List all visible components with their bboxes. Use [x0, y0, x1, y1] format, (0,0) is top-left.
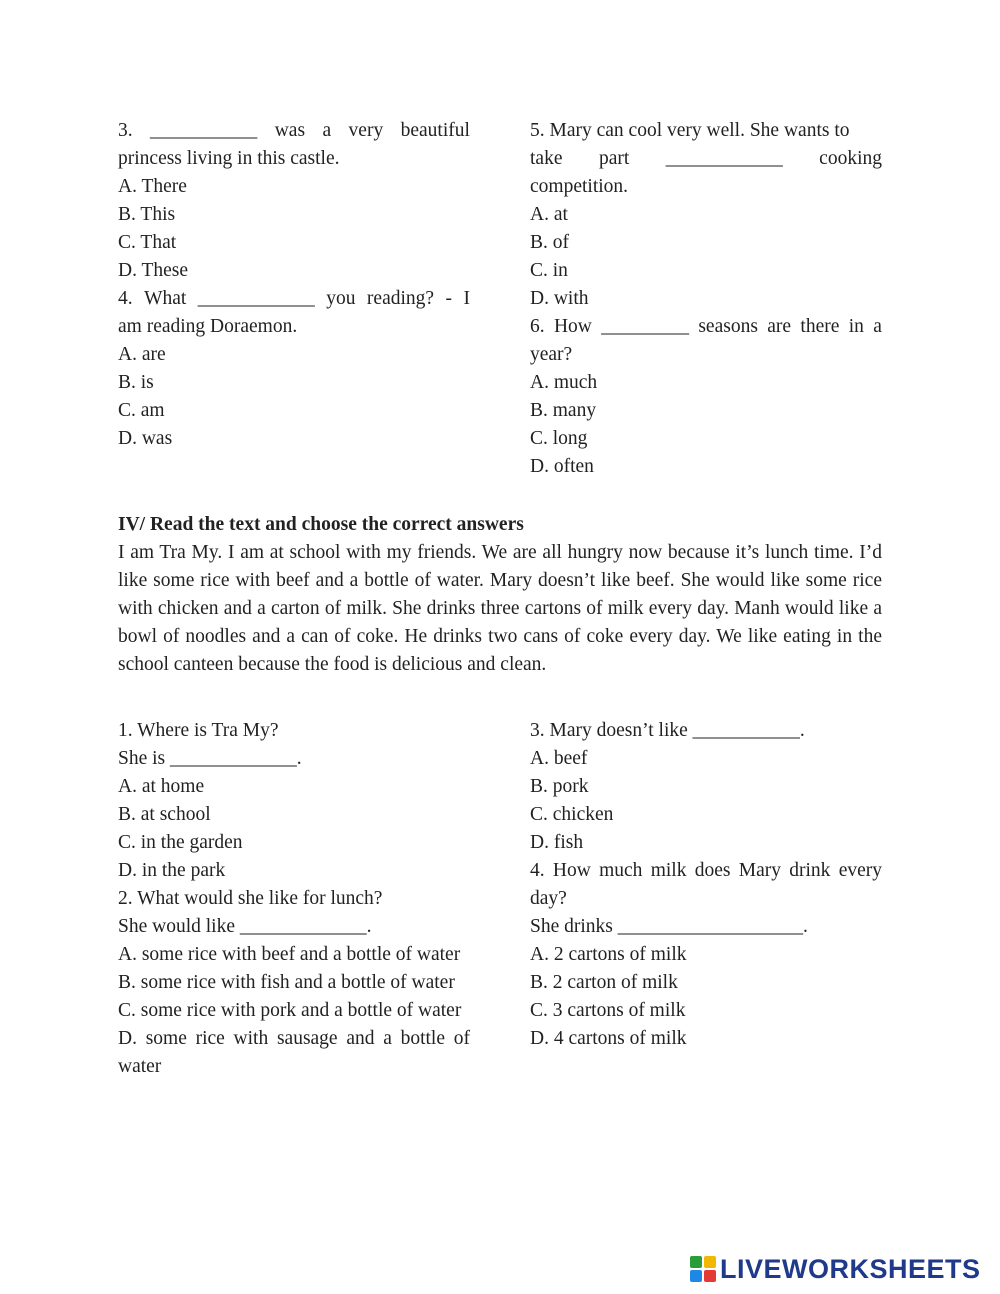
word: 4. [118, 288, 133, 309]
question-6-line-2: year? [530, 344, 573, 365]
option-d: D. with [530, 288, 589, 309]
question-text: 4. How much milk does Mary drink every day? [530, 860, 882, 909]
word: How [553, 316, 592, 337]
option-a: A. are [118, 344, 166, 365]
option-b: B. 2 carton of milk [530, 972, 678, 993]
logo-text: LIVEWORKSHEETS [720, 1254, 981, 1284]
question-3-line-2: princess living in this castle. [118, 148, 340, 169]
option-c: C. 3 cartons of milk [530, 1000, 686, 1021]
left-column-top [118, 117, 470, 453]
question-3 [118, 117, 470, 285]
question-6 [530, 313, 882, 481]
option-d: D. often [530, 456, 594, 477]
logo-square-blue [690, 1270, 702, 1282]
answer-blank: ____________ [665, 148, 783, 169]
question-text: 1. Where is Tra My? [118, 720, 279, 741]
option-d: D. These [118, 260, 189, 281]
question-5-line-2 [530, 145, 882, 173]
option-b: B. some rice with fish and a bottle of water [118, 972, 455, 993]
question-5-line-1: 5. Mary can cool very well. She wants to [530, 120, 850, 141]
option-b: B. of [530, 232, 569, 253]
reading-question-2 [118, 885, 470, 1081]
question-5-options [530, 201, 882, 313]
answer-blank: _________ [601, 316, 689, 337]
word: - [445, 288, 453, 309]
option-c: C. chicken [530, 804, 614, 825]
question-3-line-1 [118, 117, 470, 145]
option-d: D. in the park [118, 860, 226, 881]
reading-question-3 [530, 717, 882, 857]
option-d: D. 4 cartons of milk [530, 1028, 687, 1049]
word: 3. [118, 120, 133, 141]
answer-prompt: She drinks ___________________. [530, 916, 808, 937]
liveworksheets-logo[interactable] [690, 1254, 981, 1284]
option-a: A. 2 cartons of milk [530, 944, 687, 965]
question-3-options [118, 173, 470, 285]
question-text: 3. Mary doesn’t like ___________. [530, 720, 805, 741]
reading-question-1-options [118, 773, 470, 885]
logo-square-red [704, 1270, 716, 1282]
reading-question-4 [530, 857, 882, 1053]
option-d: D. some rice with sausage and a bottle of water [118, 1028, 470, 1077]
word: there [800, 316, 840, 337]
question-5-line-3: competition. [530, 176, 629, 197]
option-c: C. in the garden [118, 832, 243, 853]
section-heading: IV/ Read the text and choose the correct answers [118, 514, 524, 535]
reading-question-2-options [118, 941, 470, 1081]
word: I [463, 288, 470, 309]
option-d: D. fish [530, 832, 584, 853]
answer-prompt: She would like _____________. [118, 916, 372, 937]
question-6-line-1 [530, 313, 882, 341]
question-5 [530, 117, 882, 313]
option-a: A. much [530, 372, 598, 393]
word: cooking [819, 148, 882, 169]
question-4-options [118, 341, 470, 453]
question-text: 2. What would she like for lunch? [118, 888, 383, 909]
answer-prompt: She is _____________. [118, 748, 302, 769]
right-column-top [530, 117, 882, 481]
question-4 [118, 285, 470, 453]
right-column-reading [530, 717, 882, 1053]
word: part [598, 148, 630, 169]
answer-blank: ____________ [197, 288, 315, 309]
option-a: A. at [530, 204, 568, 225]
option-a: A. There [118, 176, 187, 197]
option-c: C. am [118, 400, 165, 421]
option-c: C. in [530, 260, 568, 281]
reading-question-3-options [530, 745, 882, 857]
word: What [144, 288, 187, 309]
reading-passage: I am Tra My. I am at school with my friends. We are all hungry now because it’s lunch time. I’d like some rice with beef and a bottle of water. Mary doesn’t like beef. She would like some rice with chicken and a carton of milk. She drinks three cartons of milk every day. Manh would like a bowl of noodles and a can of coke. He drinks two cans of coke every day. We like eating in the school canteen because the food is delicious and clean. [118, 542, 882, 675]
question-6-options [530, 369, 882, 481]
word: reading? [366, 288, 435, 309]
option-c: C. long [530, 428, 588, 449]
word: very [348, 120, 384, 141]
left-column-reading [118, 717, 470, 1081]
word: beautiful [400, 120, 470, 141]
option-b: B. many [530, 400, 597, 421]
option-a: A. some rice with beef and a bottle of water [118, 944, 461, 965]
word: take [530, 148, 563, 169]
word: 6. [530, 316, 545, 337]
option-a: A. at home [118, 776, 205, 797]
word: you [326, 288, 356, 309]
option-b: B. This [118, 204, 176, 225]
word: a [322, 120, 332, 141]
option-c: C. That [118, 232, 177, 253]
word: are [767, 316, 792, 337]
logo-square-yellow [704, 1256, 716, 1268]
word: seasons [698, 316, 758, 337]
logo-square-green [690, 1256, 702, 1268]
question-4-line-1 [118, 285, 470, 313]
reading-question-1 [118, 717, 470, 885]
question-4-line-2: am reading Doraemon. [118, 316, 298, 337]
option-c: C. some rice with pork and a bottle of water [118, 1000, 462, 1021]
word: a [873, 316, 882, 337]
answer-blank: ___________ [150, 120, 258, 141]
option-a: A. beef [530, 748, 588, 769]
logo-mark-icon [690, 1256, 716, 1282]
option-d: D. was [118, 428, 173, 449]
word: in [848, 316, 864, 337]
option-b: B. at school [118, 804, 211, 825]
option-b: B. pork [530, 776, 589, 797]
reading-question-4-options [530, 941, 882, 1053]
word: was [274, 120, 306, 141]
option-b: B. is [118, 372, 154, 393]
